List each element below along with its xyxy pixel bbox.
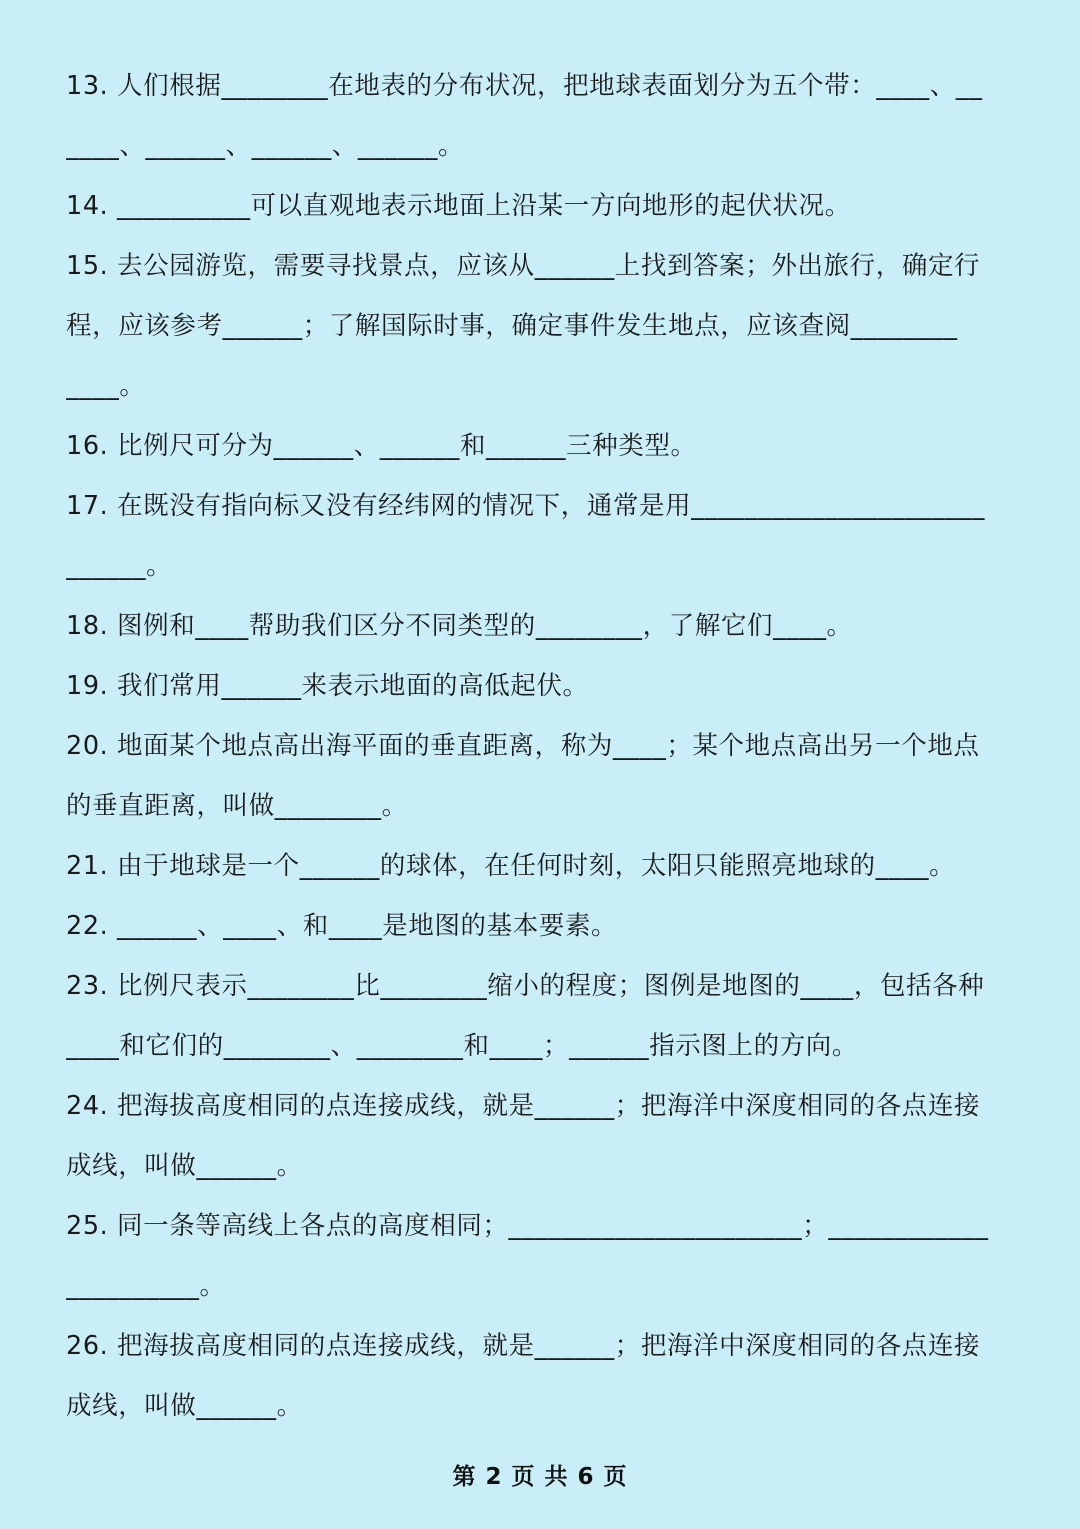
question-25-line-1: 25. 同一条等高线上各点的高度相同；______________________；____________ bbox=[66, 1211, 989, 1241]
question-17-line-1: 17. 在既没有指向标又没有经纬网的情况下，通常是用______________________ bbox=[66, 491, 985, 521]
question-26-line-1: 26. 把海拔高度相同的点连接成线，就是______；把海洋中深度相同的各点连接 bbox=[66, 1331, 981, 1361]
question-23-line-1: 23. 比例尺表示________比________缩小的程度；图例是地图的____，包括各种 bbox=[66, 971, 985, 1001]
question-14: 14. __________可以直观地表示地面上沿某一方向地形的起伏状况。 bbox=[66, 191, 851, 221]
question-19: 19. 我们常用______来表示地面的高低起伏。 bbox=[66, 671, 589, 701]
question-16: 16. 比例尺可分为______、______和______三种类型。 bbox=[66, 431, 697, 461]
question-22: 22. ______、____、和____是地图的基本要素。 bbox=[66, 911, 618, 941]
question-17-line-2: ______。 bbox=[66, 551, 173, 581]
question-25-line-2: __________。 bbox=[66, 1271, 226, 1301]
question-15-line-1: 15. 去公园游览，需要寻找景点，应该从______上找到答案；外出旅行，确定行 bbox=[66, 251, 981, 281]
question-26-line-2: 成线，叫做______。 bbox=[66, 1391, 303, 1421]
question-20-line-1: 20. 地面某个地点高出海平面的垂直距离，称为____；某个地点高出另一个地点 bbox=[66, 731, 980, 761]
question-20-line-2: 的垂直距离，叫做________。 bbox=[66, 791, 408, 821]
question-15-line-3: ____。 bbox=[66, 371, 146, 401]
worksheet-page bbox=[66, 56, 1014, 1436]
question-24-line-2: 成线，叫做______。 bbox=[66, 1151, 303, 1181]
question-13-line-2: ____、______、______、______。 bbox=[66, 131, 465, 161]
question-24-line-1: 24. 把海拔高度相同的点连接成线，就是______；把海洋中深度相同的各点连接 bbox=[66, 1091, 981, 1121]
question-13-line-1: 13. 人们根据________在地表的分布状况，把地球表面划分为五个带：____、__ bbox=[66, 71, 983, 101]
question-18: 18. 图例和____帮助我们区分不同类型的________，了解它们____。 bbox=[66, 611, 853, 641]
question-21: 21. 由于地球是一个______的球体，在任何时刻，太阳只能照亮地球的____。 bbox=[66, 851, 956, 881]
page-number-footer: 第 2 页 共 6 页 bbox=[452, 1464, 628, 1490]
question-15-line-2: 程，应该参考______；了解国际时事，确定事件发生地点，应该查阅________ bbox=[66, 311, 958, 341]
question-23-line-2: ____和它们的________、________和____；______指示图上的方向。 bbox=[66, 1031, 859, 1061]
